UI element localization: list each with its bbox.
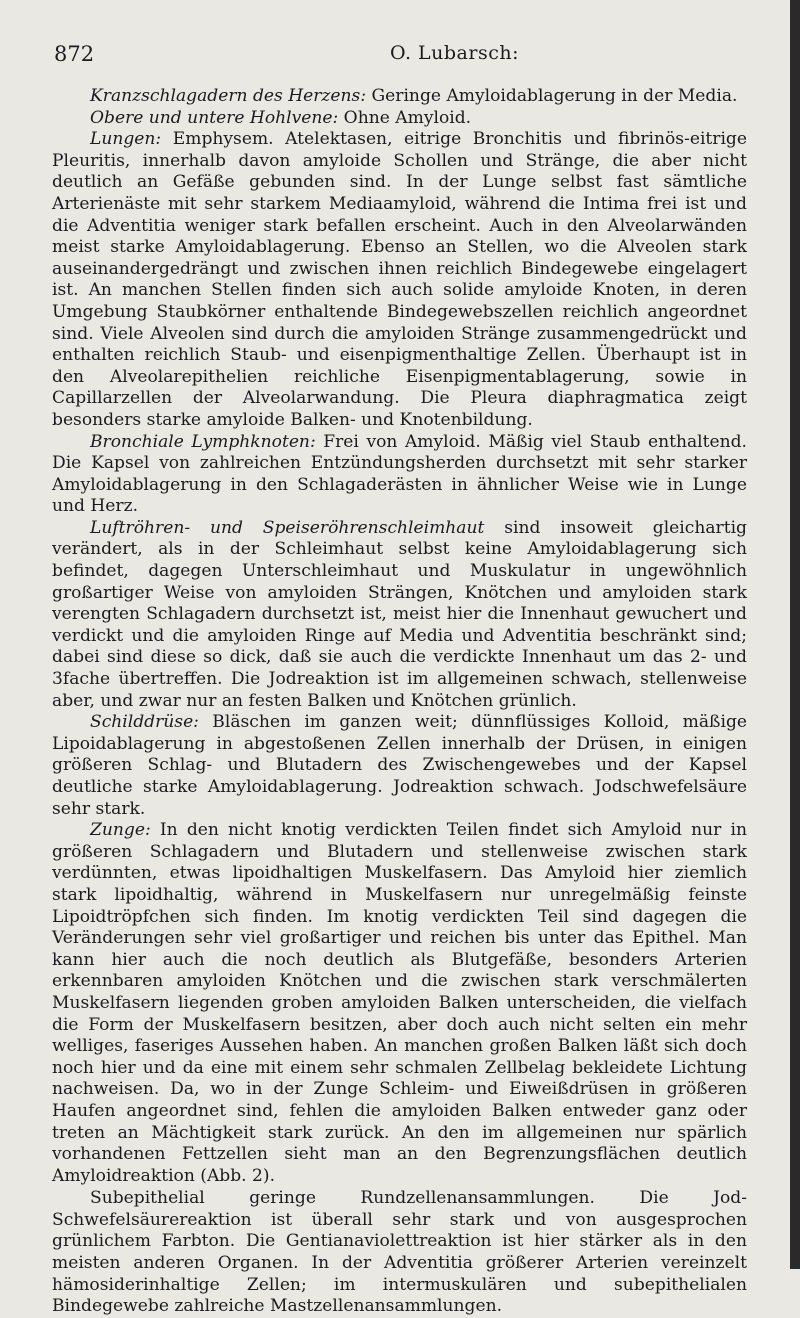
page-number: 872: [54, 42, 95, 66]
paragraph-text: Ohne Amyloid.: [338, 107, 472, 128]
paragraph-lymphknoten: [52, 432, 747, 518]
section-heading: Schilddrüse:: [90, 712, 199, 733]
paragraph-lungen: [52, 129, 747, 431]
paragraph-subepithelial: [52, 1188, 747, 1318]
section-heading: Lungen:: [90, 129, 162, 150]
body-text: [52, 86, 747, 1318]
paragraph-text: In den nicht knotig verdickten Teilen findet sich Amyloid nur in größeren Schlagadern und Blutadern und stellenweise zwischen stark verdünnten, etwas lipoidhaltigen Muskelfasern. Das Amyloid hier ziemlich stark lipoidhaltig, während in Muskelfasern nur unregelmäßig feinste Lipoidtröpfchen sich finden. Im knotig verdickten Teil sind dagegen die Veränderungen sehr viel großartiger und reichen bis unter das Epithel. Man kann hier auch die noch deutlich als Blutgefäße, besonders Arterien erkennbaren amyloiden Knötchen und die zwischen stark verschmälerten Muskelfasern liegenden groben amyloiden Balken unterscheiden, die vielfach die Form der Muskelfasern besitzen, aber doch auch nicht selten ein mehr welliges, faseriges Aussehen haben. An manchen großen Balken läßt sich doch noch hier und da eine mit einem sehr schmalen Zellbelag bekleidete Lichtung nachweisen. Da, wo in der Zunge Schleim- und Eiweißdrüsen in größeren Haufen angeordnet sind, fehlen die amyloiden Balken entweder ganz oder treten an Mächtigkeit stark zurück. An den im allgemeinen nur spärlich vorhandenen Fettzellen sieht man an den Begrenzungsflächen deutlich Amyloidreaktion (Abb. 2).: [52, 820, 747, 1186]
section-heading: Zunge:: [90, 820, 151, 841]
section-heading: Bronchiale Lymphknoten:: [90, 431, 316, 452]
section-heading: Luftröhren- und Speiseröhrenschleimhaut: [90, 517, 485, 538]
paragraph-text: Geringe Amyloidablagerung in der Media.: [366, 86, 738, 106]
paragraph-luftroehre: [52, 518, 747, 712]
paragraph-schilddruese: [52, 712, 747, 820]
paragraph-text: sind insoweit gleichartig verändert, als in der Schleimhaut selbst keine Amyloidablagerung sich befindet, dagegen Unterschleimhaut und Muskulatur in ungewöhnlich großartiger Weise von amyloiden Strängen, Knötchen und amyloiden stark verengten Schlagadern durchsetzt ist, meist hier die Innenhaut gewuchert und verdickt und die amyloiden Ringe auf Media und Adventitia beschränkt sind; dabei sind diese so dick, daß sie auch die verdickte Innenhaut um das 2- und 3fache übertreffen. Die Jodreaktion ist im allgemeinen schwach, stellenweise aber, und zwar nur an festen Balken und Knötchen grünlich.: [52, 517, 747, 711]
paragraph-text: Emphysem. Atelektasen, eitrige Bronchitis und fibrinös-eitrige Pleuritis, innerhalb davon amyloide Schollen und Stränge, die aber nicht deutlich an Gefäße gebunden sind. In der Lunge selbst fast sämtliche Arterienäste mit sehr starkem Mediaamyloid, während die Intima frei ist und die Adventitia weniger stark befallen erscheint. Auch in den Alveolarwänden meist starke Amyloidablagerung. Ebenso an Stellen, wo die Alveolen stark auseinandergedrängt und zwischen ihnen reichlich Bindegewebe eingelagert ist. An manchen Stellen finden sich auch solide amyloide Knoten, in deren Umgebung Staubkörner enthaltende Bindegewebszellen reichlich angeordnet sind. Viele Alveolen sind durch die amyloiden Stränge zusammengedrückt und enthalten reichlich Staub- und eisenpigmenthaltige Zellen. Überhaupt ist in den Alveolarepithelien reichliche Eisenpigmentablagerung, sowie in Capillarzellen der Alveolarwandung. Die Pleura diaphragmatica zeigt besonders starke amyloide Balken- und Knotenbildung.: [52, 129, 747, 430]
running-head: O. Lubarsch:: [390, 42, 519, 64]
section-heading: Kranzschlagadern des Herzens:: [90, 86, 367, 106]
paragraph-text: Bläschen im ganzen weit; dünnflüssiges Kolloid, mäßige Lipoidablagerung in abgestoßenen Zellen innerhalb der Drüsen, in einigen größeren Schlag- und Blutadern des Zwischengewebes und der Kapsel deutliche starke Amyloidablagerung. Jodreaktion schwach. Jodschwefelsäure sehr stark.: [52, 712, 747, 819]
paragraph-zunge: [52, 820, 747, 1187]
scan-edge: [790, 0, 800, 1269]
section-heading: Obere und untere Hohlvene:: [90, 107, 339, 128]
page-header: [50, 42, 770, 70]
paragraph-text: Frei von Amyloid. Mäßig viel Staub enthaltend. Die Kapsel von zahlreichen Entzündungsherden durchsetzt mit sehr starker Amyloidablagerung in den Schlagaderästen in ähnlicher Weise wie in Lunge und Herz.: [52, 431, 747, 517]
paragraph-hohlvene: [52, 108, 747, 130]
paragraph-text: Subepithelial geringe Rundzellenansammlungen. Die Jod-Schwefelsäurereaktion ist überall sehr stark und von ausgesprochen grünlichem Farbton. Die Gentianaviolettreaktion ist hier stärker als in den meisten anderen Organen. In der Adventitia größerer Arterien vereinzelt hämosiderinhaltige Zellen; im intermuskulären und subepithelialen Bindegewebe zahlreiche Mastzellenansammlungen.: [52, 1188, 747, 1317]
paragraph-kranzschlagadern: [52, 86, 747, 108]
